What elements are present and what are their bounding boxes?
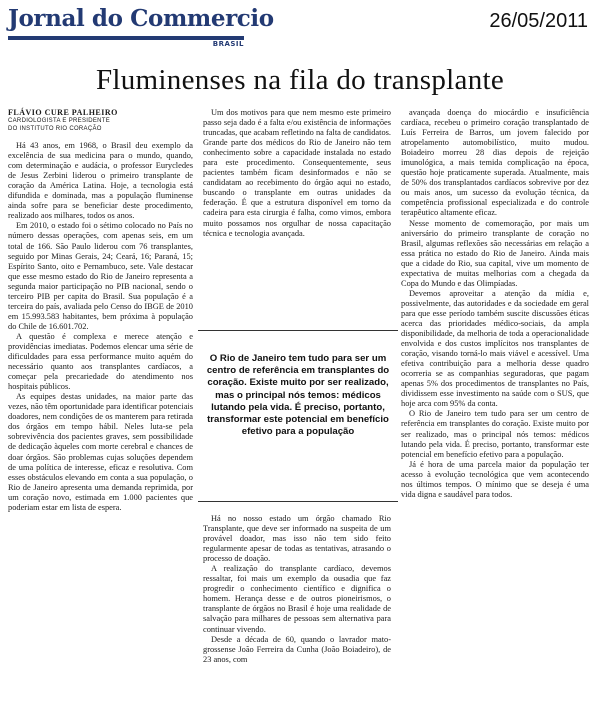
masthead-city: BRASIL bbox=[212, 40, 244, 48]
paragraph: Há no nosso estado um órgão chamado Rio Transplante, que deve ser informado na suspeita de um provável doador, mas isso não tem sido feito regularmente apesar de todas as tentativas, atrasando o processo de doação. bbox=[203, 514, 391, 564]
author-role bbox=[8, 118, 193, 133]
masthead-rule bbox=[8, 36, 244, 40]
newspaper-logo: Jornal do Commercio bbox=[8, 5, 274, 32]
publication-date: 26/05/2011 bbox=[489, 10, 588, 32]
newspaper-masthead bbox=[8, 5, 274, 48]
author-name: FLÁVIO CURE PALHEIRO bbox=[8, 108, 118, 117]
author-role-line-2: DO INSTITUTO RIO CORAÇÃO bbox=[8, 125, 102, 132]
paragraph: As equipes destas unidades, na maior parte das vezes, não têm oportunidade para identificar potenciais doadores, nem condições de os manterem para retirada dos órgãos em tempo hábil. Neles luta-se pela sobrevivência dos pacientes graves, sem possibilidade de dedicação àqueles com morte cerebral e chances de doar órgãos. São problemas cujas soluções dependem de uma política de interesse, eficaz e resolutiva. Com esses obstáculos elevando em conta a sua população, o Rio de Janeiro apresenta uma demanda reprimida, por um coração novo, estimada em 1.000 pacientes que poderiam estar em lista de espera. bbox=[8, 392, 193, 512]
paragraph: Devemos aproveitar a atenção da mídia e, possivelmente, das autoridades e da sociedade em geral para que esse período também suscite discussões éticas acerca das prioridades médico-sociais, da ampla disponibilidade, da melhoria de toda a operacionalidade envolvida e dos custos implícitos nos transplantes de coração, visando torná-lo mais viável e acessível. Uma efetiva contribuição para a melhoria desse quadro ocorreria se as companhias seguradoras, que pagam apenas 5% dos procedimentos de transplantes no País, dividissem esse investimento na saúde com o SUS, que hoje arca com 95% da conta. bbox=[401, 288, 589, 409]
paragraph: avançada doença do miocárdio e insuficiência cardíaca, recebeu o primeiro coração transplantado de Luís Ferreira de Barros, um jovem falecido por atropelamento automobilístico, muito mudou. Boiadeiro morreu 28 dias depois de rejeição imunológica, a mais temida complicação na época, questão hoje praticamente superada. Atualmente, mais de 50% dos transplantados cardíacos sobrevive por dez ou mais anos, um sucesso da evolução técnica, da competência profissional especializada e do controle terapêutico altamente eficaz. bbox=[401, 108, 589, 218]
paragraph: A questão é complexa e merece atenção e providências imediatas. Podemos elencar uma série de dificuldades para essa performance muito aquém do necessário quanto aos transplantes cardíacos, a começar pela precariedade do atendimento nos hospitais públicos. bbox=[8, 331, 193, 392]
article-column-2-bottom bbox=[203, 514, 391, 665]
paragraph: Há 43 anos, em 1968, o Brasil deu exemplo da excelência de sua medicina para o mundo, quando, com determinação e audácia, o professor Eurycledes de Jesus Zerbini liderou o primeiro transplante de coração da América Latina. Hoje, a tecnologia está difundida e dominada, mas a população fluminense ainda sofre para se beneficiar deste procedimento, realizado aos milhares, todos os anos. bbox=[8, 141, 193, 221]
paragraph: Em 2010, o estado foi o sétimo colocado no País no número dessas operações, com apenas seis, em um total de 166. São Paulo liderou com 76 transplantes, seguido por Minas Gerais, 24; Ceará, 16; Paraná, 15; Espírito Santo, oito e Pernambuco, sete. Vale destacar que esse mesmo estado do Rio de Janeiro representa a segunda maior participação no PIB nacional, sendo o terceiro PIB per capita do Brasil. Sua população é a terceira do país, avaliada pelo Censo do IBGE de 2010 em 15.993.583 habitantes, bem próxima à população do Chile de 16.601.702. bbox=[8, 221, 193, 331]
article-column-3 bbox=[401, 108, 589, 500]
paragraph: Nesse momento de comemoração, por mais um aniversário do primeiro transplante de coração no Brasil, algumas reflexões são necessárias em relação a essa prática no estado do Rio de Janeiro. Ainda mais que a cidade do Rio, sua capital, vive um momento de expectativa de muitas melhorias com a chegada da Copa do Mundo e das Olimpíadas. bbox=[401, 218, 589, 288]
author-role-line-1: CARDIOLOGISTA E PRESIDENTE bbox=[8, 118, 111, 125]
pull-quote: O Rio de Janeiro tem tudo para ser um centro de referência em transplantes do coração. Existe muito por ser realizado, mas o principal nós temos: médicos lutando pela vida. É preciso, portanto, transformar este potencial em benefício efetivo para a população bbox=[198, 330, 398, 502]
paragraph: O Rio de Janeiro tem tudo para ser um centro de referência em transplantes do coração. Existe muito por ser realizado, mas o principal nós temos: médicos lutando pela vida. É preciso, portanto, transformar este potencial em benefício efetivo para a população. bbox=[401, 409, 589, 459]
article-headline: Fluminenses na fila do transplante bbox=[95, 64, 505, 96]
article-column-1 bbox=[8, 108, 193, 513]
paragraph: Já é hora de uma parcela maior da população ter acesso à evolução tecnológica que vem acontecendo nos últimos tempos. O mínimo que se deseja é uma vida digna e saudável para todos. bbox=[401, 459, 589, 499]
paragraph: A realização do transplante cardíaco, devemos ressaltar, foi mais um exemplo da ousadia que faz progredir o conhecimento científico e dignifica o homem. Herança desse e de outros pioneirismos, o transplante de órgãos no Brasil é hoje uma realidade de salvação para milhares de pessoas sem alternativa para continuar vivendo. bbox=[203, 564, 391, 634]
paragraph: Desde a década de 60, quando o lavrador mato-grossense João Ferreira da Cunha (João Boiadeiro), de 23 anos, com bbox=[203, 634, 391, 664]
article-column-2-top bbox=[203, 108, 391, 239]
paragraph: Um dos motivos para que nem mesmo este primeiro passo seja dado é a falta e/ou existência de informações truncadas, que acabam refletindo na falta de candidatos. Grande parte dos médicos do Rio de Janeiro não tem conhecimento sobre a capacidade instalada no estado para este procedimento. Consequentemente, seus pacientes também ficam desinformados e não se candidatam ao recebimento do órgão aqui no estado, buscando o transplante em outras unidades da federação. É que a estrutura disponível em torno da cadeira para esta cirurgia é falha, como vimos, embora muito possamos nos orgulhar de nossa capacitação técnica e tecnologia avançada. bbox=[203, 108, 391, 238]
